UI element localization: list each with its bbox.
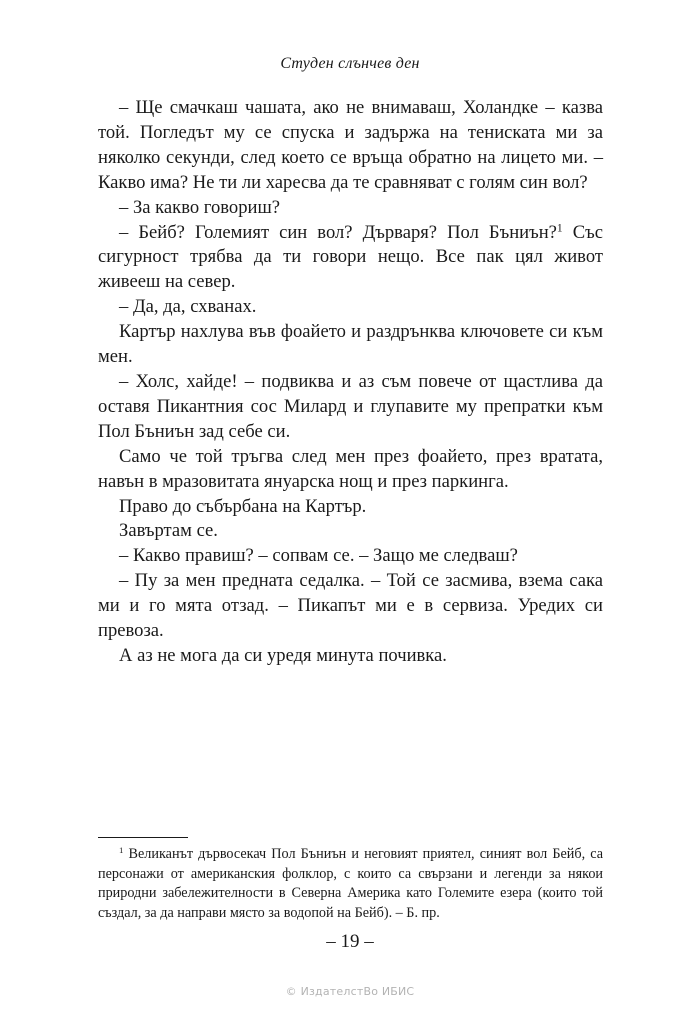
running-head: Студен слънчев ден — [280, 55, 420, 72]
page-number: – 19 – — [326, 931, 374, 952]
paragraph: – За какво говориш? — [119, 196, 281, 218]
paragraph: – Да, да, схванах. — [119, 296, 257, 318]
footnote-marker: 1 — [119, 845, 124, 856]
paragraph-with-footnote-ref — [98, 221, 603, 296]
footnote-text: Великанът дървосекач Пол Бъниън и неговият приятел, синият вол Бейб, са персонажи от американския фолклор, с които са свързани и легенди за някои природни забележителности в Северна Америка като Големите езера (които той създал, за да направи място за водопой на Бейб). – Б. пр. — [98, 846, 603, 921]
paragraph: – Ще смачкаш чашата, ако не внимаваш, Холандке – казва той. Погледът му се спуска и задържа на тениската ми за няколко секунди, след което се връща обратно на лицето ми. – Какво има? Не ти ли харесва да те сравняват с голям син вол? — [98, 97, 603, 193]
copyright-watermark: © ИздателстВо ИБИС — [285, 985, 415, 998]
paragraph: Картър нахлува във фоайето и раздрънква ключовете си към мен. — [98, 321, 603, 368]
footnote-reference[interactable]: 1 — [556, 222, 563, 235]
paragraph: Право до събърбана на Картър. — [119, 495, 367, 517]
paragraph-text-continued: Със сигурност трябва да ти говори нещо. Все пак цял живот живееш на север. — [98, 221, 603, 293]
footnote — [98, 845, 603, 923]
paragraph: Само че той тръгва след мен през фоайето, през вратата, навън в мразовитата януарска нощ и през паркинга. — [98, 445, 603, 492]
paragraph: – Пу за мен предната седалка. – Той се засмива, взема сака ми и го мята отзад. – Пикапът ми е в сервиза. Уредих си превоза. — [98, 570, 603, 642]
paragraph: – Холс, хайде! – подвиква и аз съм повече от щастлива да оставя Пикантния сос Милард и глупавите му препратки към Пол Бъниън зад себе си. — [98, 370, 603, 442]
paragraph: А аз не мога да си уредя минута почивка. — [119, 644, 447, 666]
paragraph: Завъртам се. — [119, 520, 218, 542]
body-text — [98, 96, 603, 669]
footnote-divider — [98, 837, 188, 838]
paragraph: – Какво правиш? – сопвам се. – Защо ме следваш? — [119, 545, 518, 567]
paragraph-text: – Бейб? Големият син вол? Дърваря? Пол Бъниън? — [119, 221, 557, 243]
